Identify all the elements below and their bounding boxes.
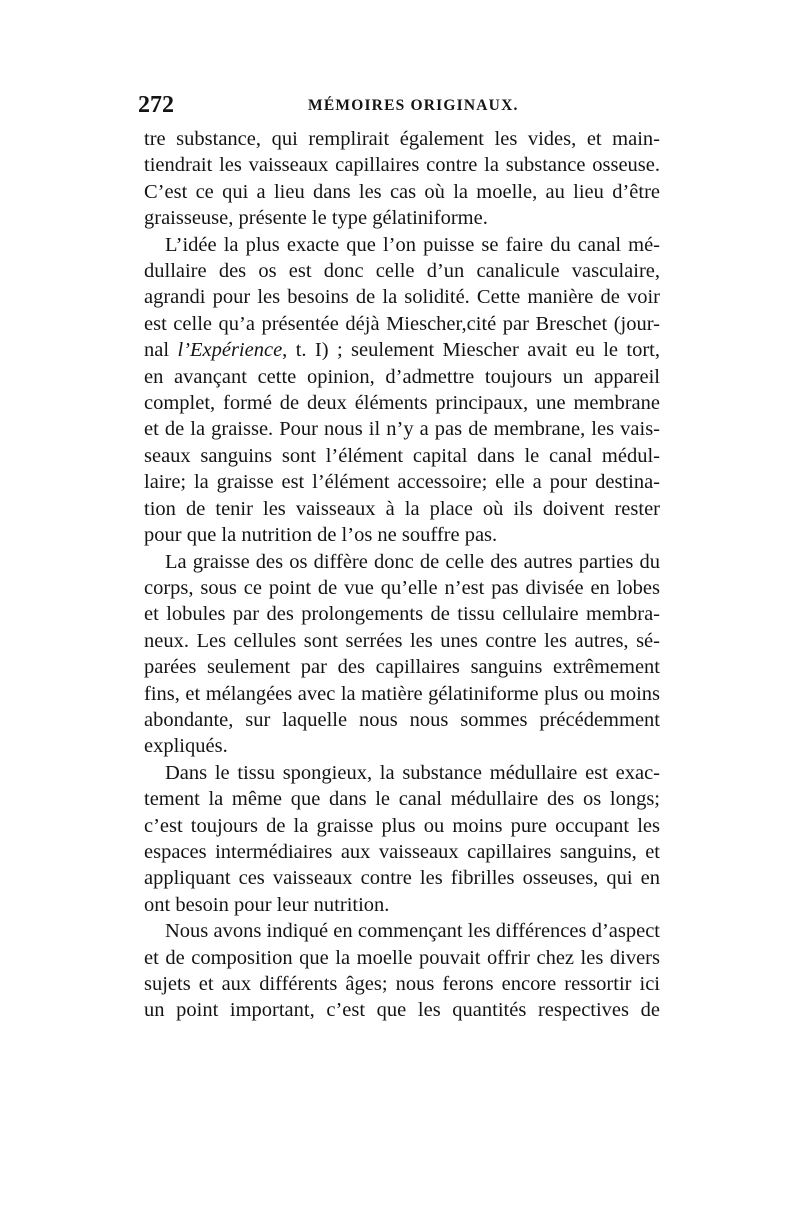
text-line: Nous avons indiqué en commençant les différences d’aspect	[165, 920, 660, 943]
text-line: seaux sanguins sont l’élément capital dans le canal médul-	[144, 444, 660, 467]
running-head	[138, 92, 660, 122]
text-line: complet, formé de deux éléments principaux, une membrane	[144, 392, 660, 415]
text-fragment: nal	[144, 339, 178, 362]
text-line: et de composition que la moelle pouvait offrir chez les divers	[144, 946, 660, 969]
text-line: neux. Les cellules sont serrées les unes contre les autres, sé-	[144, 629, 660, 652]
journal-title: l’Expérience	[177, 339, 283, 362]
text-line: c’est toujours de la graisse plus ou moins pure occupant les	[144, 814, 660, 837]
text-body	[144, 126, 660, 1024]
text-line: appliquant ces vaisseaux contre les fibrilles osseuses, qui en	[144, 867, 660, 890]
text-line: parées seulement par des capillaires sanguins extrêmement	[144, 656, 660, 679]
text-line: corps, sous ce point de vue qu’elle n’est pas divisée en lobes	[144, 576, 660, 599]
text-line: tement la même que dans le canal médullaire des os longs;	[144, 788, 660, 811]
text-line: agrandi pour les besoins de la solidité. Cette manière de voir	[144, 286, 660, 309]
text-line: C’est ce qui a lieu dans les cas où la moelle, au lieu d’être	[144, 180, 660, 203]
text-line: pour que la nutrition de l’os ne souffre pas.	[144, 524, 498, 547]
text-line: expliqués.	[144, 735, 228, 758]
text-line: un point important, c’est que les quantités respectives de	[144, 999, 660, 1022]
text-fragment: , t. I) ; seulement Miescher avait eu le tort,	[282, 339, 660, 362]
text-line: tre substance, qui remplirait également les vides, et main-	[144, 128, 660, 150]
text-line: laire; la graisse est l’élément accessoire; elle a pour destina-	[144, 471, 660, 494]
text-line: tiendrait les vaisseaux capillaires contre la substance osseuse.	[144, 154, 660, 177]
text-line: L’idée la plus exacte que l’on puisse se faire du canal mé-	[165, 233, 660, 256]
text-line: graisseuse, présente le type gélatiniforme.	[144, 207, 488, 230]
text-line: Dans le tissu spongieux, la substance médullaire est exac-	[165, 761, 660, 784]
text-line: sujets et aux différents âges; nous ferons encore ressortir ici	[144, 973, 660, 995]
text-line: dullaire des os est donc celle d’un canalicule vasculaire,	[144, 260, 660, 283]
text-line: La graisse des os diffère donc de celle des autres parties du	[165, 550, 660, 573]
text-line: est celle qu’a présentée déjà Miescher,cité par Breschet (jour-	[144, 312, 660, 335]
running-title: MÉMOIRES ORIGINAUX.	[308, 97, 519, 114]
text-line: en avançant cette opinion, d’admettre toujours un appareil	[144, 365, 660, 388]
text-line: espaces intermédiaires aux vaisseaux capillaires sanguins, et	[144, 840, 660, 863]
text-line-italic	[144, 337, 660, 363]
text-line: tion de tenir les vaisseaux à la place où ils doivent rester	[144, 497, 660, 520]
text-line: et lobules par des prolongements de tissu cellulaire membra-	[144, 603, 660, 626]
text-line: fins, et mélangées avec la matière gélatiniforme plus ou moins	[144, 682, 660, 705]
text-line: et de la graisse. Pour nous il n’y a pas de membrane, les vais-	[144, 418, 660, 441]
page-number: 272	[138, 92, 174, 118]
text-line: abondante, sur laquelle nous nous sommes précédemment	[144, 708, 660, 731]
text-line: ont besoin pour leur nutrition.	[144, 893, 390, 916]
